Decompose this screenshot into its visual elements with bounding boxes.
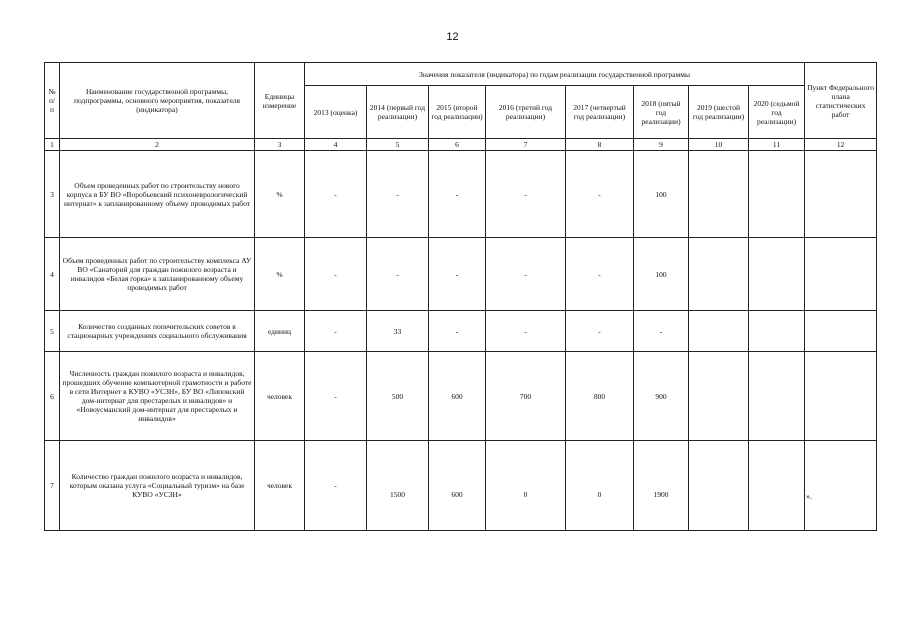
row-value: -: [486, 311, 566, 352]
indicators-table: [44, 62, 877, 531]
header-year: 2016 (третий год реализации): [486, 86, 566, 139]
row-value: -: [566, 238, 634, 311]
row-value: -: [305, 311, 367, 352]
row-value: [749, 151, 805, 238]
column-number: 5: [367, 139, 429, 151]
header-values-group: Значения показателя (индикатора) по годам реализации государственной программы: [305, 63, 805, 86]
row-value: -: [566, 151, 634, 238]
row-federal: [805, 352, 877, 441]
table-row: [45, 441, 877, 531]
row-value: -: [305, 151, 367, 238]
row-value: 0: [486, 441, 566, 531]
column-number: 10: [689, 139, 749, 151]
row-value: [749, 238, 805, 311]
row-unit: человек: [255, 441, 305, 531]
row-value: -: [486, 238, 566, 311]
column-number: 3: [255, 139, 305, 151]
header-unit: Единицы измерение: [255, 63, 305, 139]
row-name: Объем проведенных работ по строительству нового корпуса в БУ ВО «Воробьевский психоневрологический интернат» к запланированному объему проводимых работ: [60, 151, 255, 238]
header-year: 2017 (четвертый год реализации): [566, 86, 634, 139]
row-value: -: [305, 441, 367, 531]
table-row: [45, 352, 877, 441]
row-value: -: [429, 151, 486, 238]
row-value: 600: [429, 352, 486, 441]
header-year: 2015 (второй год реализации): [429, 86, 486, 139]
row-value: 900: [634, 352, 689, 441]
column-number: 9: [634, 139, 689, 151]
column-number: 11: [749, 139, 805, 151]
row-federal: [805, 441, 877, 531]
row-value: 0: [566, 441, 634, 531]
row-value: -: [429, 238, 486, 311]
row-value: [689, 151, 749, 238]
header-year: 2018 (пятый год реализации): [634, 86, 689, 139]
row-value: [749, 441, 805, 531]
header-year: 2013 (оценка): [305, 86, 367, 139]
row-name: Количество граждан пожилого возраста и инвалидов, которым оказана услуга «Социальный туризм» на базе КУВО «УСЗН»: [60, 441, 255, 531]
row-num: 4: [45, 238, 60, 311]
row-value: 700: [486, 352, 566, 441]
column-number: 8: [566, 139, 634, 151]
row-value: -: [486, 151, 566, 238]
row-unit: единиц: [255, 311, 305, 352]
row-num: 3: [45, 151, 60, 238]
row-value: 800: [566, 352, 634, 441]
row-value: [689, 238, 749, 311]
column-number: 12: [805, 139, 877, 151]
row-value: -: [367, 238, 429, 311]
table-row: [45, 311, 877, 352]
row-value: [749, 311, 805, 352]
row-value: 100: [634, 151, 689, 238]
column-number: 4: [305, 139, 367, 151]
row-name: Объем проведенных работ по строительству комплекса АУ ВО «Санаторий для граждан пожилого возраста и инвалидов «Белая горка» к запланированному объему проводимых работ: [60, 238, 255, 311]
row-value: 33: [367, 311, 429, 352]
row-value: [689, 352, 749, 441]
header-row-1: [45, 63, 877, 86]
table-row: [45, 238, 877, 311]
column-number: 7: [486, 139, 566, 151]
column-number: 2: [60, 139, 255, 151]
row-value: -: [305, 352, 367, 441]
closing-quote-mark: ».: [806, 492, 812, 501]
row-unit: %: [255, 238, 305, 311]
header-federal: Пункт Федерального плана статистических работ: [805, 63, 877, 139]
row-value: 1900: [634, 441, 689, 531]
row-value: [689, 441, 749, 531]
row-value: -: [566, 311, 634, 352]
row-value: -: [429, 311, 486, 352]
row-num: 7: [45, 441, 60, 531]
row-unit: %: [255, 151, 305, 238]
row-num: 5: [45, 311, 60, 352]
header-num: № п/п: [45, 63, 60, 139]
column-number: 1: [45, 139, 60, 151]
row-value: 100: [634, 238, 689, 311]
row-name: Количество созданных попечительских советов в стационарных учреждениях социального обслуживания: [60, 311, 255, 352]
row-value: -: [367, 151, 429, 238]
row-num: 6: [45, 352, 60, 441]
row-value: 1500: [367, 441, 429, 531]
row-unit: человек: [255, 352, 305, 441]
row-value: 500: [367, 352, 429, 441]
column-number: 6: [429, 139, 486, 151]
header-year: 2014 (первый год реализации): [367, 86, 429, 139]
table-row: [45, 151, 877, 238]
row-federal: [805, 311, 877, 352]
row-value: 600: [429, 441, 486, 531]
page-number: 12: [446, 31, 459, 43]
header-year: 2019 (шестой год реализации): [689, 86, 749, 139]
row-name: Численность граждан пожилого возраста и инвалидов, прошедших обучение компьютерной грамотности и работе в сети Интернет в КУВО «УСЗН», БУ ВО «Липовский дом-интернат для престарелых и инвалидов» и «Новоусманский дом-интернат для престарелых и инвалидов»: [60, 352, 255, 441]
row-value: -: [305, 238, 367, 311]
column-number-row: [45, 139, 877, 151]
header-name: Наименование государственной программы, подпрограммы, основного мероприятия, показателя (индикатора): [60, 63, 255, 139]
row-value: -: [634, 311, 689, 352]
row-federal: [805, 151, 877, 238]
row-value: [689, 311, 749, 352]
row-value: [749, 352, 805, 441]
row-federal: [805, 238, 877, 311]
header-year: 2020 (седьмой год реализации): [749, 86, 805, 139]
